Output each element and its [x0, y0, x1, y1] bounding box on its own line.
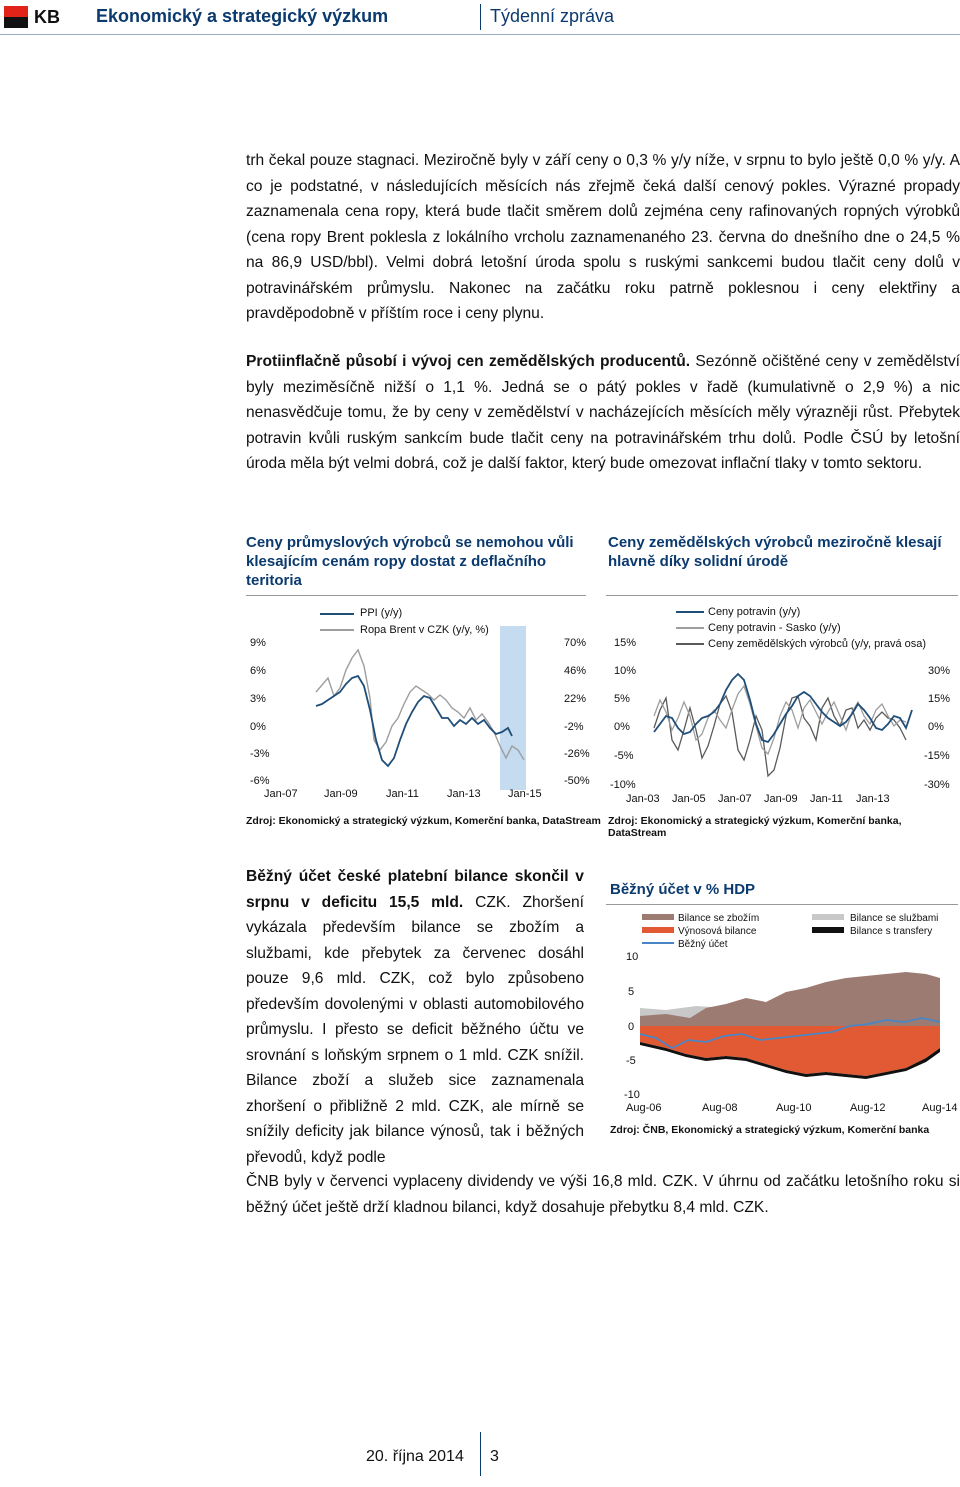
- chart3-ytick: 0: [628, 1021, 635, 1033]
- chart2-agri-line: [654, 696, 906, 776]
- chart3-xtick: Aug-06: [626, 1102, 662, 1114]
- chart1-xtick: Jan-09: [324, 788, 358, 800]
- chart2-legend-food: Ceny potravin (y/y): [708, 606, 801, 618]
- chart2-ytick-left: -5%: [614, 750, 634, 762]
- chart3-ytick: 10: [626, 951, 639, 963]
- paragraph-agri-lead: Protiinflačně působí i vývoj cen zemědělských producentů.: [246, 353, 691, 370]
- paragraph-ca-lead: Běžný účet české platební bilance skončil v srpnu v deficitu 15,5 mld.: [246, 868, 584, 911]
- chart3-legend-transfers: Bilance s transfery: [850, 926, 933, 937]
- chart1-legend-brent: Ropa Brent v CZK (y/y, %): [360, 624, 489, 636]
- chart2-xtick: Jan-03: [626, 793, 660, 805]
- chart2-ytick-left: -10%: [610, 779, 636, 791]
- chart3-legend-ca: Běžný účet: [678, 939, 728, 950]
- chart2-agri-prices: [606, 600, 960, 806]
- chart2-legend-saxony: Ceny potravin - Sasko (y/y): [708, 622, 841, 634]
- page-number: 3: [490, 1448, 499, 1465]
- chart2-ytick-right: 30%: [928, 665, 951, 677]
- chart2-xtick: Jan-09: [764, 793, 798, 805]
- chart2-ytick-right: 15%: [928, 693, 951, 705]
- chart1-brent-line: [316, 650, 524, 760]
- svg-text:KB: KB: [34, 7, 60, 27]
- header-title: Ekonomický a strategický výzkum: [96, 6, 389, 26]
- chart1-xtick: Jan-15: [508, 788, 542, 800]
- chart3-xtick: Aug-10: [776, 1102, 812, 1114]
- chart1-ytick-right: 22%: [564, 693, 587, 705]
- chart3-legend-goods: Bilance se zbožím: [678, 913, 760, 924]
- chart2-title: Ceny zemědělských výrobců meziročně klesají hlavně díky solidní úrodě: [608, 534, 942, 570]
- chart2-xtick: Jan-11: [810, 793, 843, 805]
- paragraph-current-account: [246, 864, 584, 1170]
- chart1-ytick-left: 0%: [250, 721, 266, 733]
- chart1-xtick: Jan-07: [264, 788, 298, 800]
- footer-date: 20. října 2014: [366, 1448, 464, 1465]
- chart1-ppi-brent: [246, 600, 596, 806]
- chart2-xtick: Jan-05: [672, 793, 706, 805]
- chart3-current-account: [606, 908, 960, 1118]
- chart2-ytick-left: 10%: [614, 665, 637, 677]
- chart3-legend-income: Výnosová bilance: [678, 926, 757, 937]
- chart1-ytick-right: -50%: [564, 775, 590, 787]
- chart2-xtick: Jan-07: [718, 793, 752, 805]
- chart1-ppi-line: [316, 676, 512, 766]
- chart2-ytick-left: 5%: [614, 693, 630, 705]
- chart1-legend-ppi: PPI (y/y): [360, 607, 403, 619]
- paragraph-current-account-cont: ČNB byly v červenci vyplaceny dividendy ve výši 16,8 mld. CZK. V úhrnu od začátku letošního roku si běžný účet ještě drží kladnou bilanci, když dosahuje přebytku 8,4 mld. CZK.: [246, 1173, 960, 1216]
- chart3-income-area: [640, 1026, 940, 1076]
- chart3-ytick: -10: [624, 1089, 640, 1101]
- chart3-legend-transfers-swatch: [812, 927, 844, 933]
- chart1-rule: [246, 595, 586, 596]
- chart1-ytick-right: 70%: [564, 637, 587, 649]
- chart2-xtick: Jan-13: [856, 793, 890, 805]
- footer-separator: [480, 1432, 481, 1476]
- page-header: [0, 0, 960, 34]
- paragraph-prices: trh čekal pouze stagnaci. Meziročně byly v září ceny o 0,3 % y/y níže, v srpnu to bylo ještě 0,0 % y/y. A co je podstatné, v následujících měsících nás zřejmě čeká další cenový pokles. Výrazné propady zaznamenala cena ropy, která bude tlačit směrem dolů zejména ceny rafinovaných ropných výrobků (cena ropy Brent poklesla z lokálního vrcholu zaznamenaného 23. června do dnešního dne o 24,5 % na 86,9 USD/bbl). Velmi dobrá letošní úroda spolu s ruskými sankcemi budou tlačit ceny dolů v potravinářském průmyslu. Nakonec na začátku roku patrně poklesnou i ceny elektřiny a pravděpodobně v příštím roce i ceny plynu.: [246, 152, 960, 322]
- chart3-legend-services: Bilance se službami: [850, 913, 939, 924]
- chart1-ytick-left: 3%: [250, 693, 266, 705]
- chart3-xtick: Aug-14: [922, 1102, 958, 1114]
- chart3-xtick: Aug-12: [850, 1102, 886, 1114]
- chart1-xtick: Jan-13: [447, 788, 481, 800]
- chart1-ytick-left: -3%: [250, 748, 270, 760]
- chart3-rule: [606, 904, 958, 905]
- paragraph-agri: [246, 349, 960, 477]
- chart2-saxony-line: [654, 686, 906, 754]
- chart2-ytick-left: 15%: [614, 637, 637, 649]
- chart3-title: Běžný účet v % HDP: [610, 881, 756, 898]
- chart1-xtick: Jan-11: [386, 788, 419, 800]
- chart1-source: Zdroj: Ekonomický a strategický výzkum, Komerční banka, DataStream: [246, 815, 601, 827]
- chart2-ytick-right: -15%: [924, 750, 950, 762]
- header-divider: [0, 34, 960, 35]
- chart2-legend-agri: Ceny zemědělských výrobců (y/y, pravá osa): [708, 638, 927, 650]
- chart3-goods-area: [640, 972, 940, 1026]
- header-subtitle: Týdenní zpráva: [490, 6, 615, 26]
- chart3-ytick: -5: [626, 1055, 636, 1067]
- kb-logo: [4, 6, 72, 28]
- chart1-ytick-right: -2%: [564, 721, 584, 733]
- chart3-legend-goods-swatch: [642, 914, 674, 920]
- paragraph-agri-body: Sezónně očištěné ceny v zemědělství byly meziměsíčně nižší o 1,1 %. Jedná se o pátý pokles v řadě (kumulativně o 2,9 %) a nic nenasvědčuje tomu, že by ceny v zemědělství v nacházejících měsících měly výrazněji růst. Přebytek potravin kvůli ruským sankcím bude tlačit ceny na potravinářském trhu dolů. Podle ČSÚ by letošní úroda měla být velmi dobrá, což je další faktor, který bude omezovat inflační tlaky v tomto sektoru.: [246, 353, 960, 472]
- chart2-ytick-left: 0%: [614, 721, 630, 733]
- chart1-ytick-right: -26%: [564, 748, 590, 760]
- chart3-legend-income-swatch: [642, 927, 674, 933]
- chart1-title: Ceny průmyslových výrobců se nemohou vůli klesajícím cenám ropy dostat z deflačního teritoria: [246, 534, 574, 589]
- chart2-rule: [606, 595, 958, 596]
- chart2-ytick-right: -30%: [924, 779, 950, 791]
- chart3-xtick: Aug-08: [702, 1102, 738, 1114]
- chart3-ytick: 5: [628, 986, 635, 998]
- chart2-ytick-right: 0%: [928, 721, 944, 733]
- chart1-ytick-left: 9%: [250, 637, 266, 649]
- chart1-forecast-shade: [500, 626, 526, 790]
- chart1-ytick-right: 46%: [564, 665, 587, 677]
- chart1-ytick-left: 6%: [250, 665, 266, 677]
- header-separator: [480, 4, 481, 30]
- chart1-ytick-left: -6%: [250, 775, 270, 787]
- chart2-source: Zdroj: Ekonomický a strategický výzkum, Komerční banka, DataStream: [608, 815, 902, 839]
- paragraph-ca-body: CZK. Zhoršení vykázala především bilance se zbožím a službami, kde přebytek za červenec dosáhl pouze 9,6 mld. CZK, což bylo způsobeno především dovolenými v oblasti automobilového průmyslu. I přesto se deficit běžného účtu ve srovnání s loňským srpnem o 1 mld. CZK snížil. Bilance zboží a služeb sice zaznamenala zhoršení o přibližně 2 mld. CZK, ale mírně se snížily deficity jak bilance výnosů, tak i běžných převodů, když podle: [246, 893, 584, 1166]
- chart3-source: Zdroj: ČNB, Ekonomický a strategický výzkum, Komerční banka: [610, 1124, 930, 1136]
- chart3-legend-services-swatch: [812, 914, 844, 920]
